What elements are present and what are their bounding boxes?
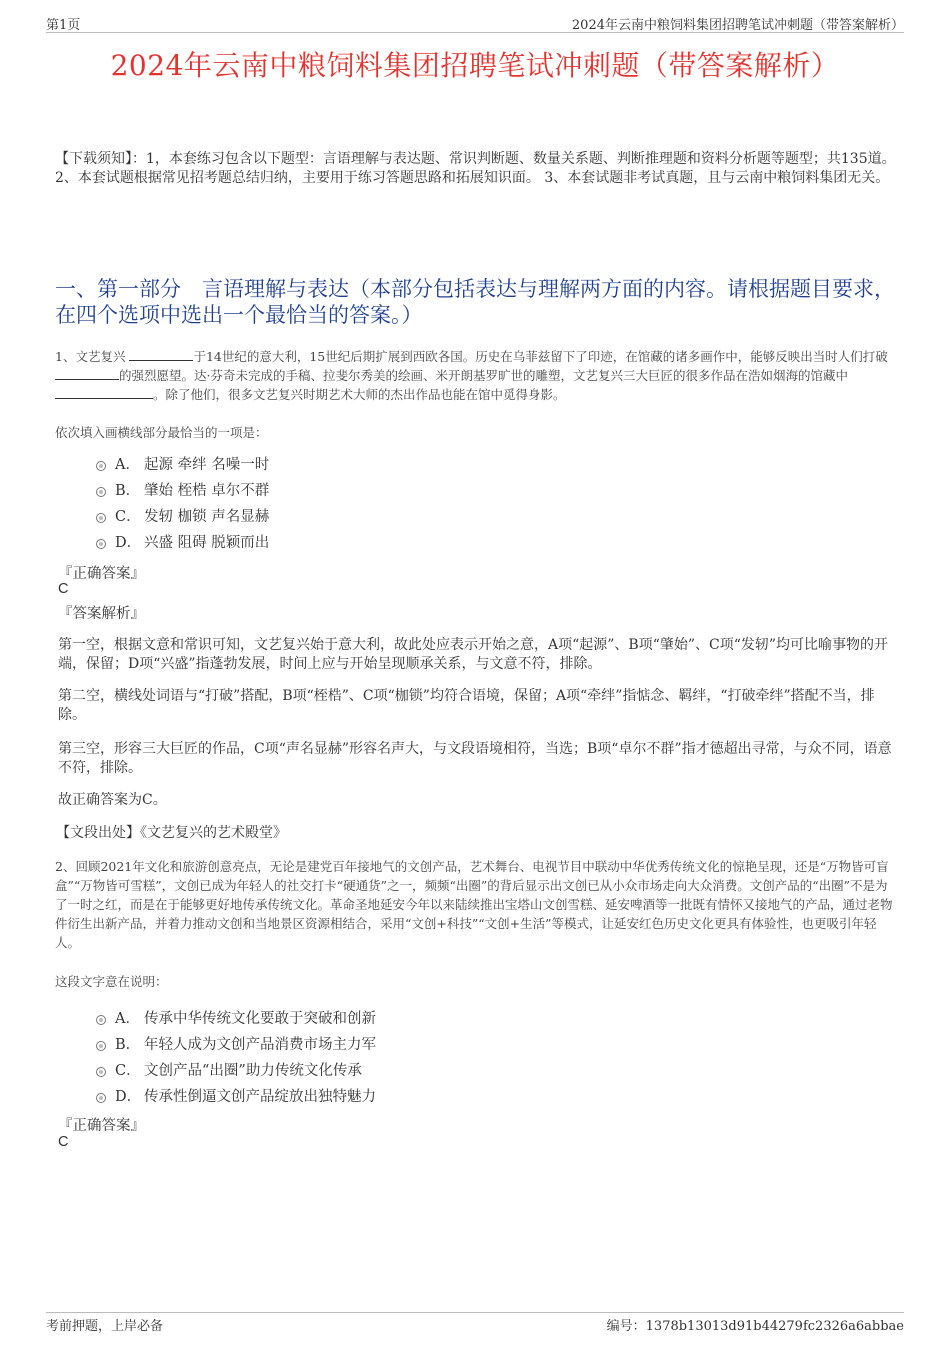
page-header	[46, 12, 904, 33]
option-d[interactable]: D． 兴盛 阻碍 脱颖而出	[96, 530, 796, 556]
option-a[interactable]: A． 传承中华传统文化要敢于突破和创新	[96, 1006, 796, 1032]
question-1-prompt: 依次填入画横线部分最恰当的一项是：	[55, 425, 268, 440]
analysis-paragraph: 第二空，横线处词语与“打破”搭配，B项“桎梏”、C项“枷锁”均符合语境，保留；A项“牵绊”指惦念、羁绊，“打破牵绊”搭配不当，排除。	[58, 688, 875, 723]
radio-icon[interactable]	[96, 1067, 106, 1077]
page-number: 第1页	[46, 18, 81, 33]
question-1-stem: 1、文艺复兴 于14世纪的意大利，15世纪后期扩展到西欧各国。历史在乌菲兹留下了印迹，在馆藏的诸多画作中，能够反映出当时人们打破 的强烈愿望。达·芬奇未完成的手稿、拉斐尔秀美的绘画、米开朗基罗旷世的雕塑，文艺复兴三大巨匠的很多作品在浩如烟海的馆藏中 。除了他们，很多文艺复兴时期艺术大师的杰出作品也能在馆中觅得身影。	[55, 349, 888, 402]
option-a[interactable]: A． 起源 牵绊 名噪一时	[96, 452, 796, 478]
page-footer	[46, 1312, 904, 1334]
answer-label: 『正确答案』	[58, 1118, 145, 1134]
radio-icon[interactable]	[96, 513, 106, 523]
document-id: 编号：1378b13013d91b44279fc2326a6abbae	[606, 1319, 904, 1334]
option-c[interactable]: C． 文创产品“出圈”助力传统文化传承	[96, 1058, 796, 1084]
correct-answer: C	[58, 1134, 69, 1150]
option-d[interactable]: D． 传承性倒逼文创产品绽放出独特魅力	[96, 1084, 796, 1110]
radio-icon[interactable]	[96, 487, 106, 497]
correct-answer: C	[58, 581, 69, 597]
question-2-options	[96, 1006, 796, 1110]
blank-3	[55, 385, 153, 399]
option-c[interactable]: C． 发轫 枷锁 声名显赫	[96, 504, 796, 530]
question-2-stem: 2、回顾2021年文化和旅游创意亮点，无论是建党百年接地气的文创产品，艺术舞台、电视节目中联动中华优秀传统文化的惊艳呈现，还是“万物皆可盲盒”“万物皆可雪糕”，文创已成为年轻人的社交打卡“硬通货”之一，频频“出圈”的背后显示出文创已从小众市场走向大众消费。文创产品的“出圈”不是为了一时之红，而是在于能够更好地传承传统文化。革命圣地延安今年以来陆续推出宝塔山文创雪糕、延安啤酒等一批既有情怀又接地气的产品，通过老物件衍生出新产品，并着力推动文创和当地景区资源相结合，采用“文创+科技”“文创+生活”等模式，让延安红色历史文化更具有体验性，也更吸引年轻人。	[55, 859, 893, 950]
option-b[interactable]: B． 肇始 桎梏 卓尔不群	[96, 478, 796, 504]
analysis-paragraph: 第三空，形容三大巨匠的作品，C项“声名显赫”形容名声大，与文段语境相符，当选；B项“卓尔不群”指才德超出寻常，与众不同，语意不符，排除。	[58, 741, 892, 776]
radio-icon[interactable]	[96, 461, 106, 471]
radio-icon[interactable]	[96, 1041, 106, 1051]
option-b[interactable]: B． 年轻人成为文创产品消费市场主力军	[96, 1032, 796, 1058]
analysis-label: 『答案解析』	[58, 606, 145, 622]
answer-label: 『正确答案』	[58, 566, 145, 582]
question-1-options	[96, 452, 796, 556]
header-doc-title: 2024年云南中粮饲料集团招聘笔试冲刺题（带答案解析）	[571, 18, 904, 33]
blank-2	[55, 366, 119, 380]
blank-1	[129, 347, 193, 361]
passage-source: 【文段出处】《文艺复兴的艺术殿堂》	[56, 825, 287, 841]
question-2-prompt: 这段文字意在说明：	[55, 974, 168, 989]
radio-icon[interactable]	[96, 539, 106, 549]
download-notice: 【下载须知】：1，本套练习包含以下题型：言语理解与表达题、常识判断题、数量关系题、判断推理题和资料分析题等题型；共135道。 2、本套试题根据常见招考题总结归纳，主要用于练习答题思路和拓展知识面。 3、本套试题非考试真题，且与云南中粮饲料集团无关。	[55, 151, 896, 186]
document-title: 2024年云南中粮饲料集团招聘笔试冲刺题（带答案解析）	[110, 49, 840, 82]
radio-icon[interactable]	[96, 1093, 106, 1103]
section-title: 一、第一部分 言语理解与表达（本部分包括表达与理解两方面的内容。请根据题目要求，在四个选项中选出一个最恰当的答案。）	[55, 277, 895, 327]
analysis-paragraph: 第一空，根据文意和常识可知，文艺复兴始于意大利，故此处应表示开始之意，A项“起源”、B项“肇始”、C项“发轫”均可比喻事物的开端，保留；D项“兴盛”指蓬勃发展，时间上应与开始呈现顺承关系，与文意不符，排除。	[58, 637, 889, 672]
analysis-conclusion: 故正确答案为C。	[58, 792, 167, 808]
radio-icon[interactable]	[96, 1015, 106, 1025]
footer-slogan: 考前押题，上岸必备	[46, 1319, 164, 1334]
